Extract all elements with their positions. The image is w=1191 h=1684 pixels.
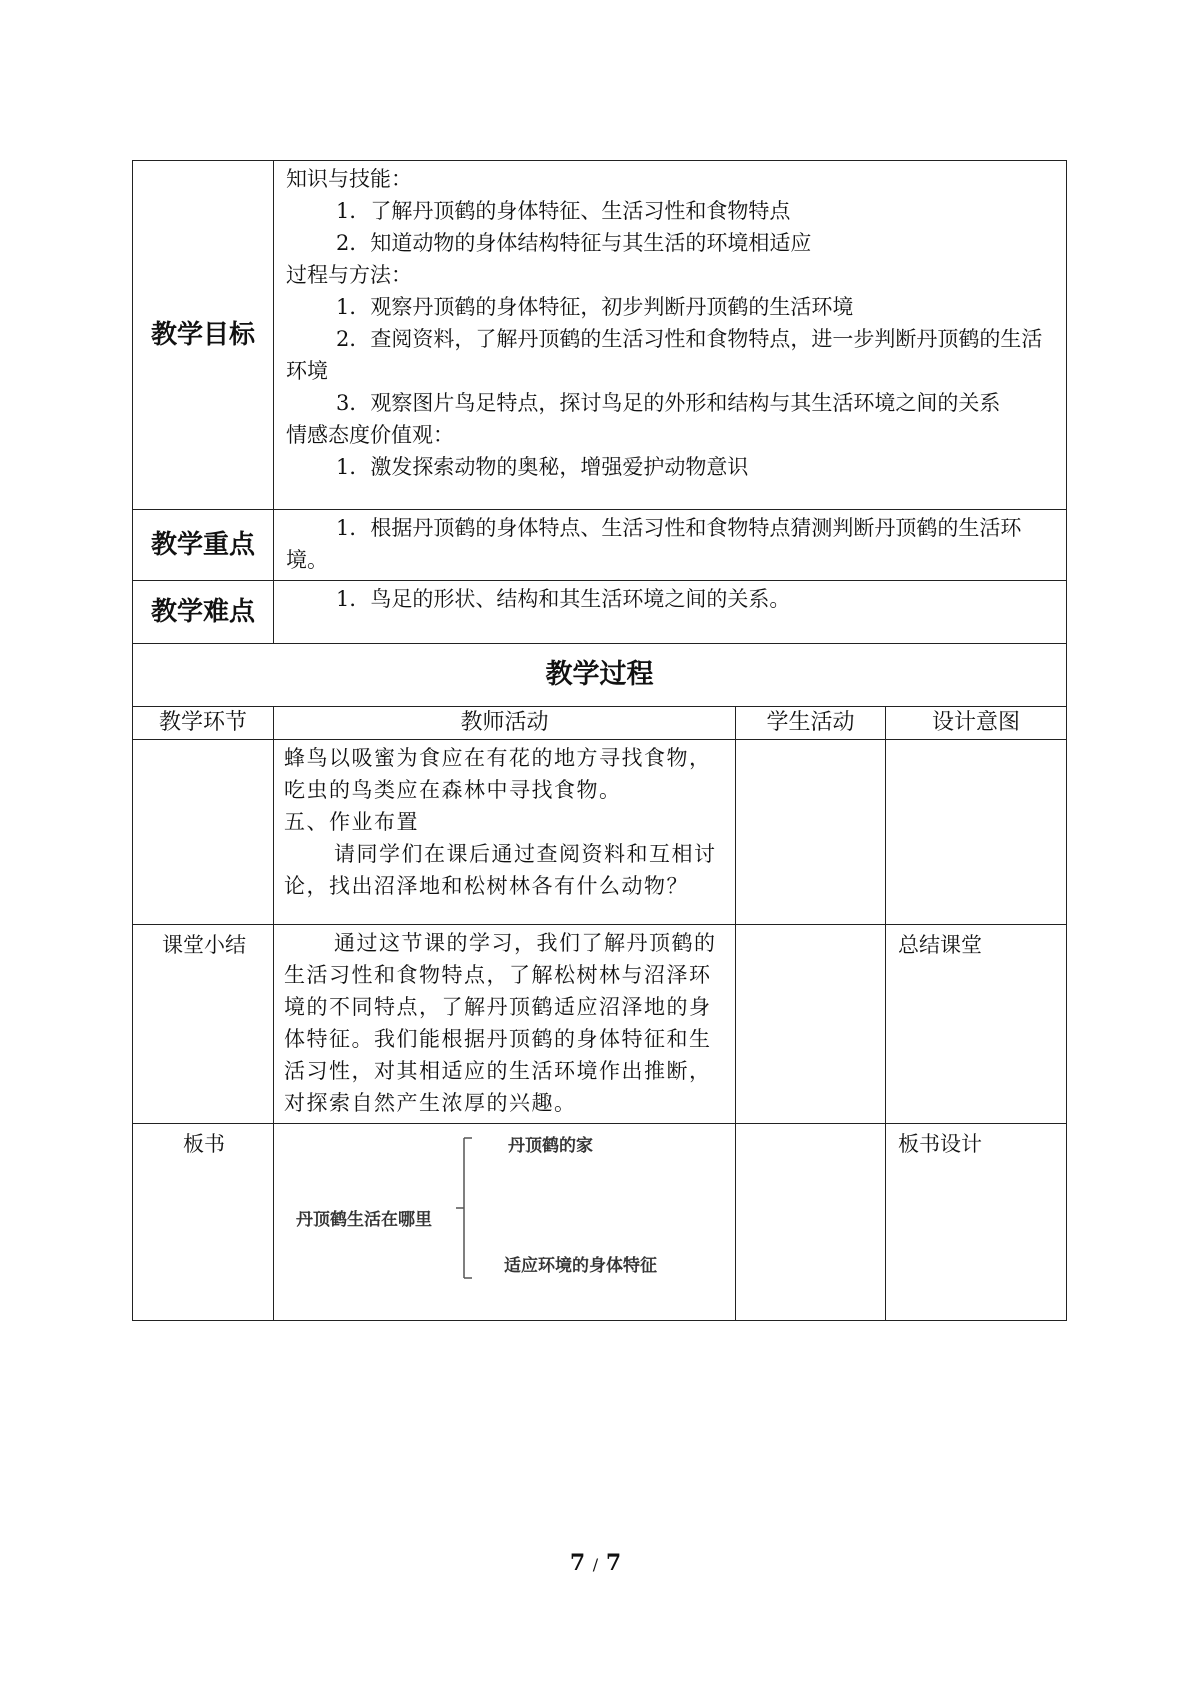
teacher-paragraph: 五、作业布置 [284,810,419,834]
objective-line: 1．观察丹顶鹤的身体特征，初步判断丹顶鹤的生活环境 [336,295,854,319]
header-teacher: 教师活动 [274,707,736,740]
table-row [133,740,1067,925]
header-student: 学生活动 [736,707,886,740]
objective-line: 2．知道动物的身体结构特征与其生活的环境相适应 [336,231,812,255]
board-row [133,1124,1067,1321]
page-current: 7 [569,1550,586,1576]
objective-line: 1．激发探索动物的奥秘，增强爱护动物意识 [336,455,749,479]
page-separator: / [592,1555,599,1574]
teacher-cell [274,925,736,1124]
process-title-row [133,644,1067,707]
process-header-row [133,707,1067,740]
intent-cell [886,740,1067,925]
board-intent-cell: 板书设计 [886,1124,1067,1321]
lesson-plan-table [132,160,1067,1321]
table-row [133,925,1067,1124]
key-point-row [133,510,1067,581]
page-number [0,1550,1191,1576]
objective-line: 3．观察图片鸟足特点，探讨鸟足的外形和结构与其生活环境之间的关系 [336,391,1001,415]
objective-line: 1．了解丹顶鹤的身体特征、生活习性和食物特点 [336,199,791,223]
objective-line: 2．查阅资料，了解丹顶鹤的生活习性和食物特点，进一步判断丹顶鹤的生活环境 [286,327,1043,383]
board-branch-top: 丹顶鹤的家 [508,1136,593,1156]
objective-line: 知识与技能： [286,167,412,191]
teacher-cell [274,740,736,925]
student-cell [736,740,886,925]
stage-cell: 课堂小结 [133,925,274,1124]
objectives-label: 教学目标 [133,161,274,510]
page-total: 7 [605,1550,622,1576]
key-point-label: 教学重点 [133,510,274,581]
header-stage: 教学环节 [133,707,274,740]
process-title: 教学过程 [133,644,1067,707]
teacher-paragraph: 请同学们在课后通过查阅资料和互相讨论，找出沼泽地和松树林各有什么动物？ [284,842,717,898]
board-branch-bottom: 适应环境的身体特征 [504,1256,657,1276]
board-stage-cell: 板书 [133,1124,274,1321]
objectives-content [274,161,1067,510]
key-point-content: 1．根据丹顶鹤的身体特点、生活习性和食物特点猜测判断丹顶鹤的生活环境。 [274,510,1067,581]
stage-cell [133,740,274,925]
difficulty-label: 教学难点 [133,581,274,644]
student-cell [736,925,886,1124]
objective-line: 过程与方法： [286,263,412,287]
intent-cell: 总结课堂 [886,925,1067,1124]
brace-icon [450,1134,480,1284]
header-intent: 设计意图 [886,707,1067,740]
board-student-cell [736,1124,886,1321]
teacher-paragraph: 蜂鸟以吸蜜为食应在有花的地方寻找食物，吃虫的鸟类应在森林中寻找食物。 [284,746,712,802]
board-diagram [274,1124,735,1312]
difficulty-content: 1．鸟足的形状、结构和其生活环境之间的关系。 [274,581,1067,644]
teacher-paragraph: 通过这节课的学习，我们了解丹顶鹤的生活习性和食物特点，了解松树林与沼泽环境的不同特点，了解丹顶鹤适应沼泽地的身体特征。我们能根据丹顶鹤的身体特征和生活习性，对其相适应的生活环境作出推断，对探索自然产生浓厚的兴趣。 [284,931,717,1115]
objective-line: 情感态度价值观： [286,423,454,447]
board-design-cell [274,1124,736,1321]
difficulty-row [133,581,1067,644]
objectives-row [133,161,1067,510]
board-root: 丹顶鹤生活在哪里 [296,1210,432,1230]
